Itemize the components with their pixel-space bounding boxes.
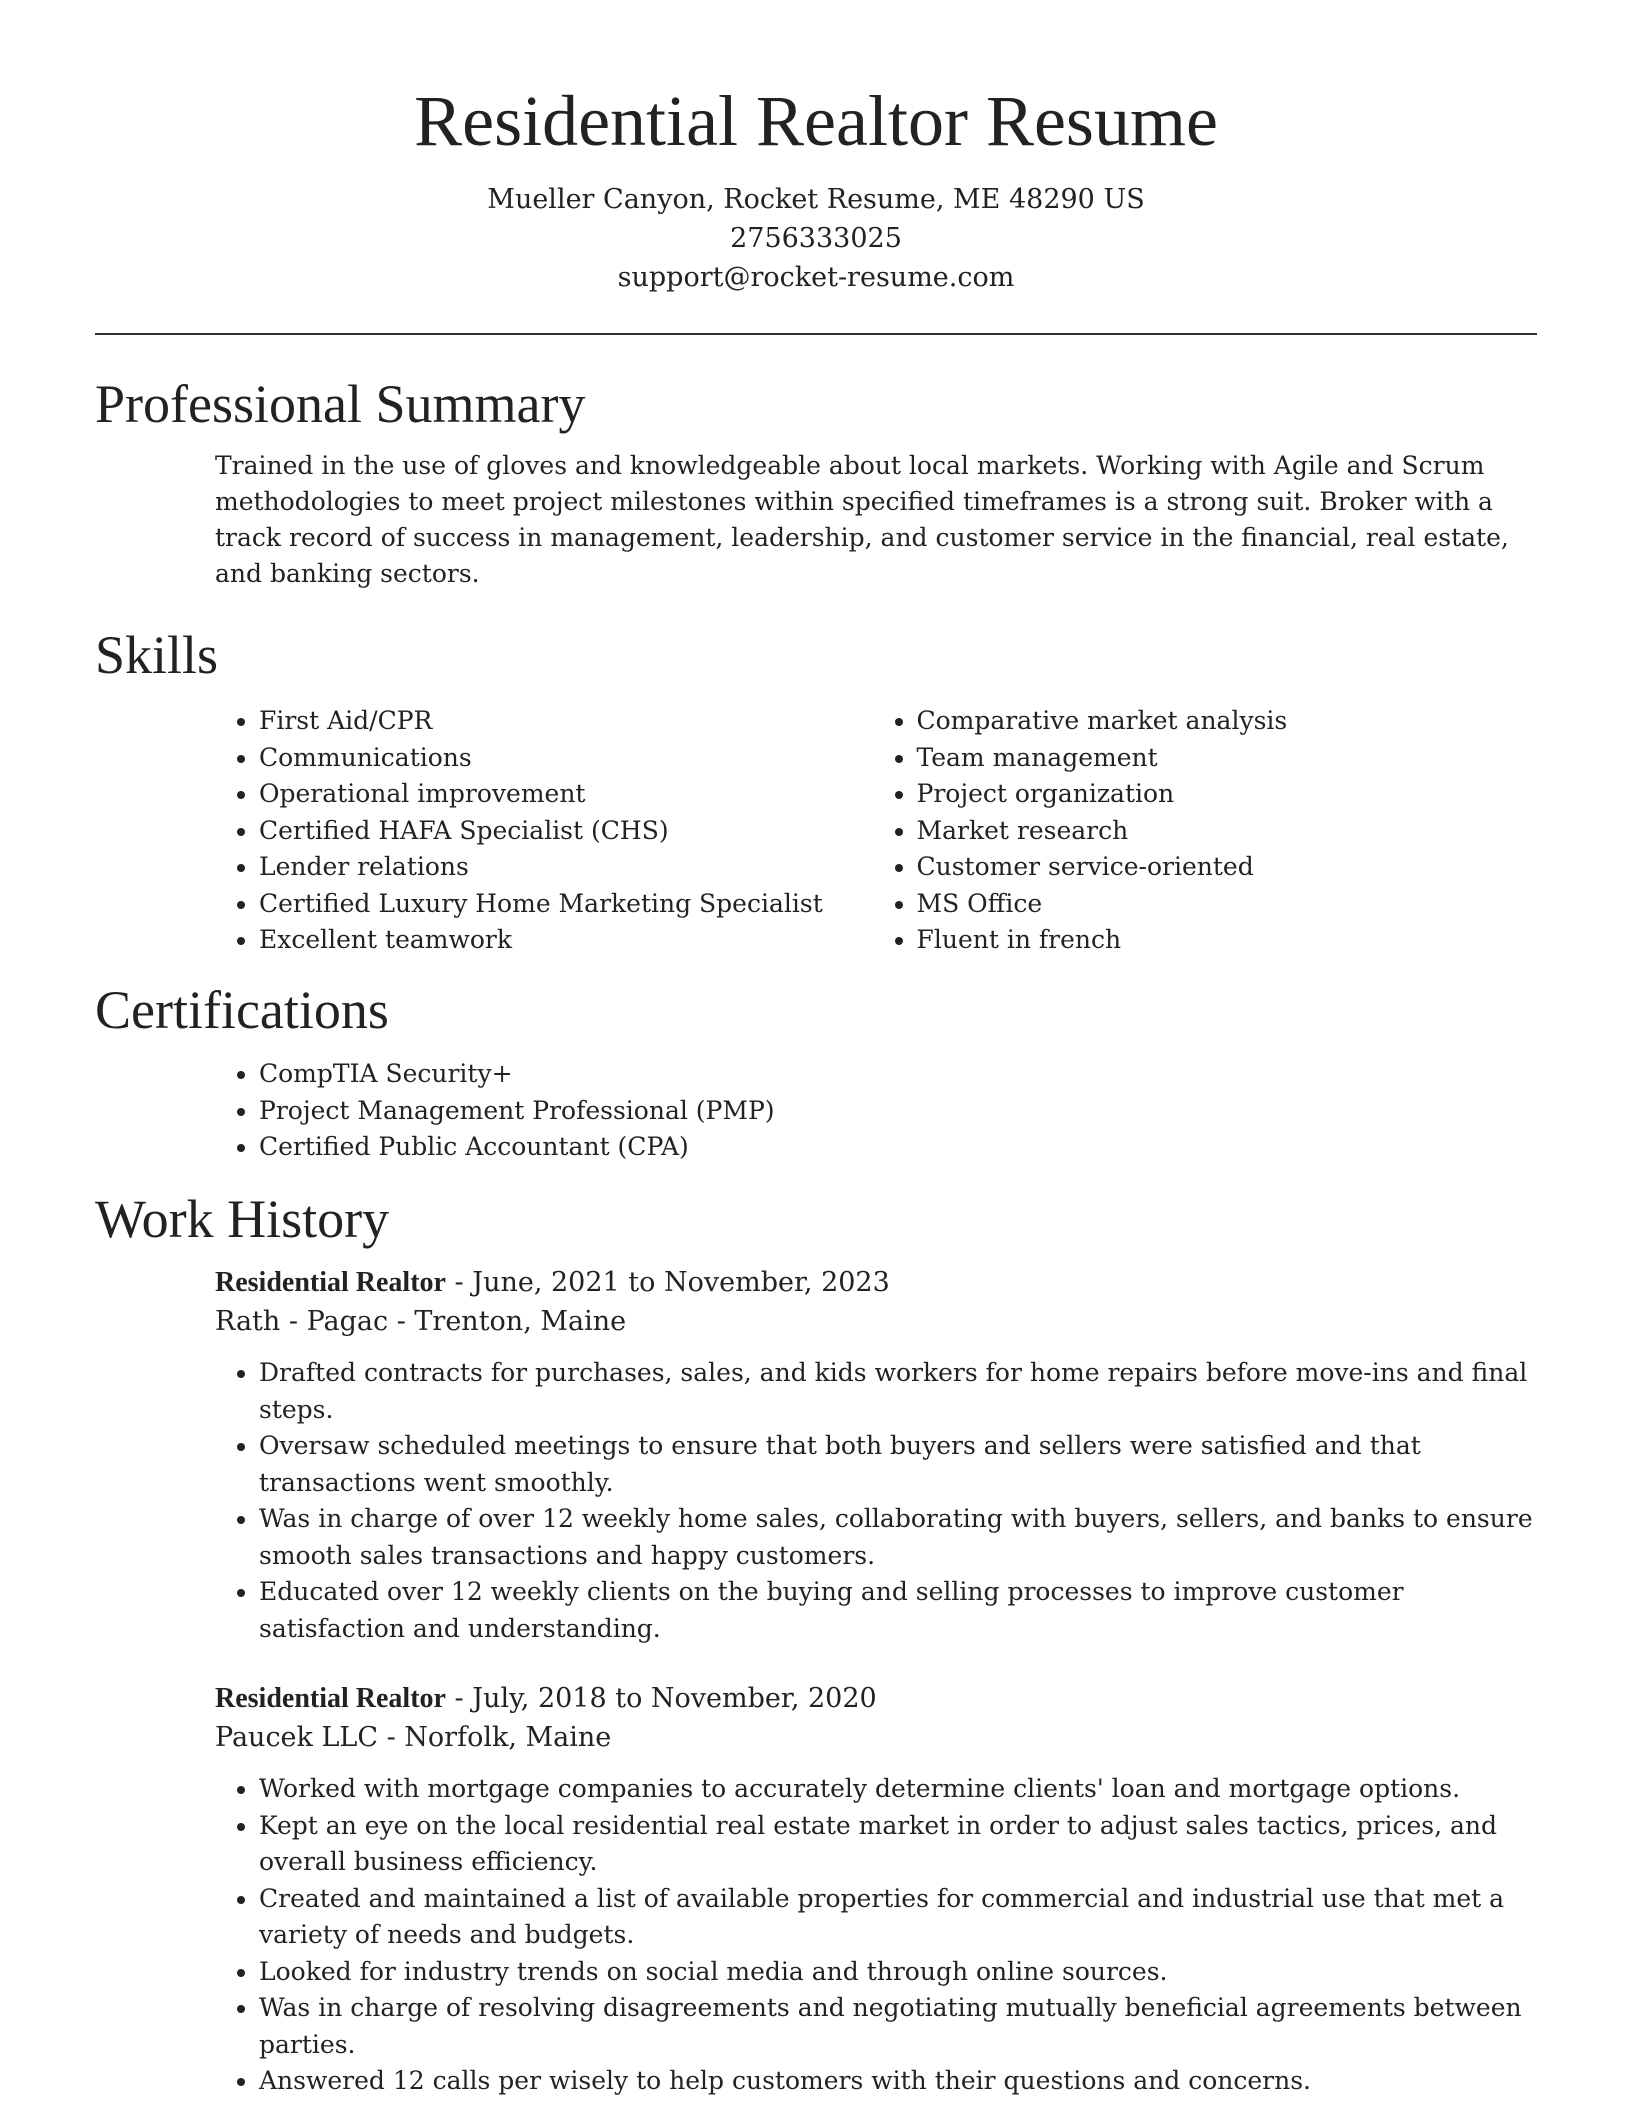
contact-block [95,180,1537,297]
skill-item: • Customer service-oriented [917,849,1538,886]
skill-item: • Project organization [917,776,1538,813]
job-bullet: • Created and maintained a list of available properties for commercial and industrial use that met a variety of needs and budgets. [259,1881,1537,1954]
job-bullets [95,1355,1537,1647]
skills-section [95,626,1537,959]
certifications-heading: Certifications [95,979,389,1040]
certification-item: • CompTIA Security+ [259,1056,1537,1093]
job-bullet: • Drafted contracts for purchases, sales, and kids workers for home repairs before move-ins and final steps. [259,1355,1537,1428]
job-bullet: • Looked for industry trends on social media and through online sources. [259,1954,1537,1991]
certifications-section [95,981,1537,1166]
skill-item: • Certified Luxury Home Marketing Specialist [259,886,880,923]
certifications-list [95,1056,1537,1166]
skills-list-right [880,703,1538,959]
skill-item: • Excellent teamwork [259,922,880,959]
certification-item: • Certified Public Accountant (CPA) [259,1129,1537,1166]
job-bullet: • Was in charge of resolving disagreements and negotiating mutually beneficial agreements between parties. [259,1990,1537,2063]
job-bullet: • Worked with mortgage companies to accurately determine clients' loan and mortgage options. [259,1771,1537,1808]
job-dates: - June, 2021 to November, 2023 [445,1267,890,1299]
job-title-line [215,1263,1537,1302]
resume-header [95,0,1537,297]
skills-grid [95,703,1537,959]
job-entry [95,1263,1537,1341]
job-title: Residential Realtor [215,1267,446,1299]
job-bullet: • Educated over 12 weekly clients on the buying and selling processes to improve customer satisfaction and understanding. [259,1574,1537,1647]
skill-item: • Market research [917,813,1538,850]
job-company: Rath - Pagac - Trenton, Maine [215,1306,627,1338]
job-company: Paucek LLC - Norfolk, Maine [215,1722,612,1754]
contact-phone: 2756333025 [730,222,902,254]
skill-item: • Fluent in french [917,922,1538,959]
skill-item: • MS Office [917,886,1538,923]
skill-item: • Certified HAFA Specialist (CHS) [259,813,880,850]
header-divider [95,333,1537,335]
certification-item: • Project Management Professional (PMP) [259,1093,1537,1130]
job-title-line [215,1679,1537,1718]
job-bullet: • Answered 12 calls per wisely to help customers with their questions and concerns. [259,2063,1537,2100]
summary-section [95,375,1537,592]
skills-list-left [95,703,880,959]
job-dates: - July, 2018 to November, 2020 [445,1683,877,1715]
summary-heading: Professional Summary [95,373,586,434]
skill-item: • Team management [917,740,1538,777]
job-bullet: • Oversaw scheduled meetings to ensure that both buyers and sellers were satisfied and that transactions went smoothly. [259,1428,1537,1501]
skill-item: • First Aid/CPR [259,703,880,740]
skill-item: • Comparative market analysis [917,703,1538,740]
skill-item: • Operational improvement [259,776,880,813]
work-history-section [95,1190,1537,2100]
job-bullet: • Kept an eye on the local residential real estate market in order to adjust sales tactics, prices, and overall business efficiency. [259,1808,1537,1881]
skills-heading: Skills [95,624,219,685]
skill-item: • Communications [259,740,880,777]
resume-title: Residential Realtor Resume [414,81,1218,161]
job-bullets [95,1771,1537,2100]
job-title: Residential Realtor [215,1683,446,1715]
contact-email: support@rocket-resume.com [617,261,1015,293]
summary-text: Trained in the use of gloves and knowledgeable about local markets. Working with Agile and Scrum methodologies to meet project milestones within specified timeframes is a strong suit. Broker with a track record of success in management, leadership, and customer service in the financial, real estate, and banking sectors. [215,450,1509,588]
work-history-heading: Work History [95,1188,390,1249]
skill-item: • Lender relations [259,849,880,886]
job-entry [95,1679,1537,1757]
contact-address: Mueller Canyon, Rocket Resume, ME 48290 US [487,183,1145,215]
job-bullet: • Was in charge of over 12 weekly home sales, collaborating with buyers, sellers, and banks to ensure smooth sales transactions and happy customers. [259,1501,1537,1574]
